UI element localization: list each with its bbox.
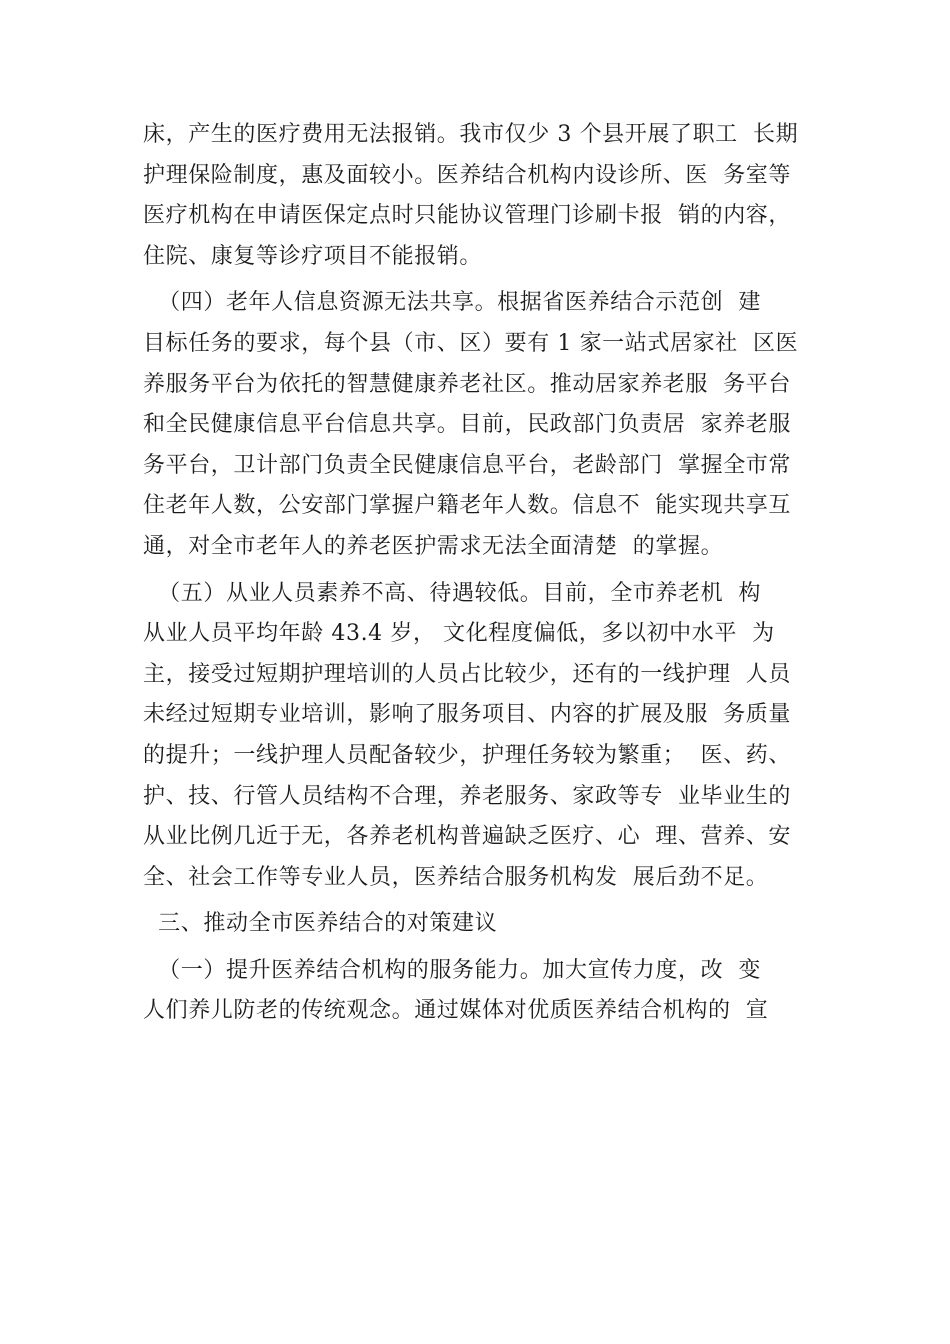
section-heading (143, 904, 823, 945)
text-line: 从业人员平均年龄 43.4 岁， 文化程度偏低，多以初中水平 为 (143, 621, 775, 647)
text-line: （五）从业人员素养不高、待遇较低。目前，全市养老机 构 (143, 580, 761, 606)
text-line: 的提升；一线护理人员配备较少，护理任务较为繁重； 医、药、 (143, 742, 791, 768)
text-line: 养服务平台为依托的智慧健康养老社区。推动居家养老服 务平台 (143, 371, 791, 397)
text-line: 主，接受过短期护理培训的人员占比较少，还有的一线护理 人员 (143, 661, 791, 687)
text-line: 和全民健康信息平台信息共享。目前，民政部门负责居 家养老服 (143, 412, 791, 438)
paragraph-service-capacity (143, 951, 823, 1032)
text-line: 目标任务的要求，每个县（市、区）要有 1 家一站式居家社 区医 (143, 330, 799, 356)
heading-line: 三、推动全市医养结合的对策建议 (143, 911, 498, 937)
paragraph-medical-insurance (143, 115, 823, 277)
text-line: 从业比例几近于无，各养老机构普遍缺乏医疗、心 理、营养、安 (143, 824, 791, 850)
paragraph-staff-quality (143, 574, 823, 899)
text-line: 通，对全市老年人的养老医护需求无法全面清楚 的掌握。 (143, 533, 724, 559)
text-line: 务平台，卫计部门负责全民健康信息平台，老龄部门 掌握全市常 (143, 452, 791, 478)
text-line: （一）提升医养结合机构的服务能力。加大宣传力度，改 变 (143, 957, 761, 983)
text-line: 未经过短期专业培训，影响了服务项目、内容的扩展及服 务质量 (143, 702, 791, 728)
text-line: 护理保险制度，惠及面较小。医养结合机构内设诊所、医 务室等 (143, 162, 791, 188)
document-body (143, 115, 823, 1032)
text-line: 全、社会工作等专业人员，医养结合服务机构发 展后劲不足。 (143, 864, 769, 890)
text-line: 医疗机构在申请医保定点时只能协议管理门诊刷卡报 销的内容， (143, 203, 791, 229)
paragraph-info-sharing (143, 283, 823, 567)
text-line: 住老年人数，公安部门掌握户籍老年人数。信息不 能实现共享互 (143, 493, 791, 519)
text-line: 床，产生的医疗费用无法报销。我市仅少 3 个县开展了职工 长期 (143, 122, 799, 147)
text-line: 住院、康复等诊疗项目不能报销。 (143, 243, 483, 269)
text-line: 护、技、行管人员结构不合理，养老服务、家政等专 业毕业生的 (143, 783, 791, 809)
text-line: （四）老年人信息资源无法共享。根据省医养结合示范创 建 (143, 290, 761, 316)
text-line: 人们养儿防老的传统观念。通过媒体对优质医养结合机构的 宣 (143, 998, 769, 1024)
